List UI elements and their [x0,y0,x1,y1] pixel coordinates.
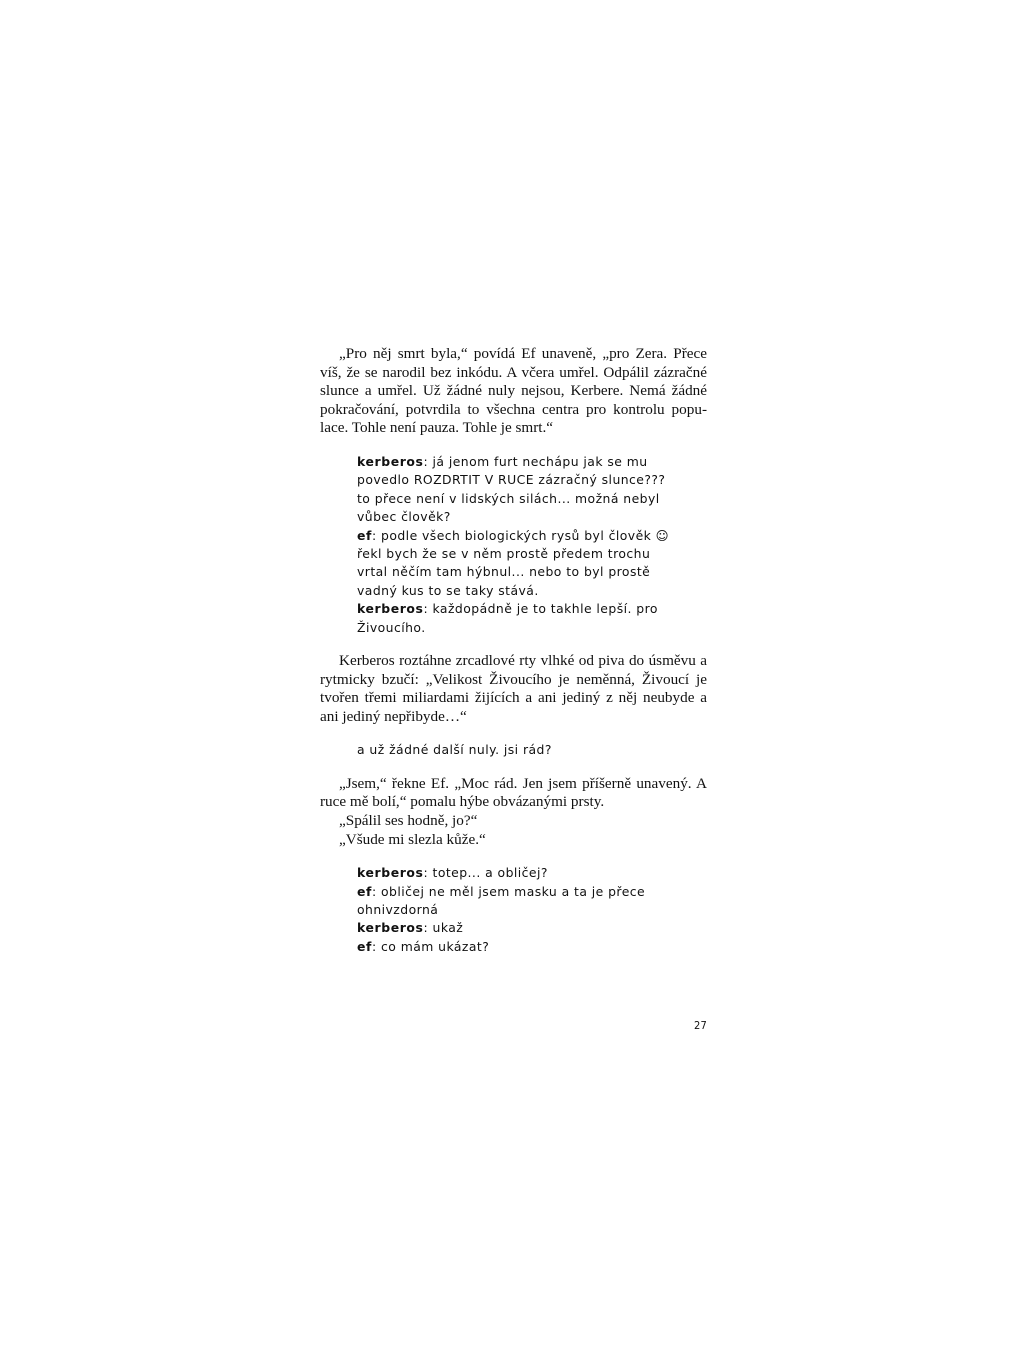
chat-username: kerberos [357,601,424,617]
chat-username: ef [357,938,372,954]
chat-username: ef [357,883,372,899]
chat-message [357,938,677,956]
chat-message [357,883,677,920]
chat-message [357,453,677,527]
chat-username: ef [357,527,372,543]
chat-username: kerberos [357,865,424,881]
chat-text: : totep... a obličej? [423,865,548,881]
paragraph: „Spálil ses hodně, jo?“ [339,812,478,829]
paragraph: „Všude mi slezla kůže.“ [339,830,486,848]
prose-block [320,652,707,726]
page-number: 27 [694,1019,707,1032]
chat-text: : ukaž [423,920,464,936]
chat-message [357,600,677,637]
chat-text: a už žádné další nuly. jsi rád? [357,742,552,758]
chat-username: kerberos [357,920,424,936]
chat-log [320,741,707,759]
book-page [320,345,707,956]
chat-text: : co mám ukázat? [372,938,490,954]
chat-message [357,864,677,882]
paragraph: „Jsem,“ řekne Ef. „Moc rád. Jen jsem příšerně unavený. A ruce mě bolí,“ pomalu hýbe obvázanými prsty. [320,774,707,811]
chat-text: : já jenom furt nechápu jak se mu povedlo ROZDRTIT V RUCE zázračný slunce??? to přece není v lidských silách... možná nebyl vůbec člověk? [357,453,666,525]
chat-message [357,527,677,601]
chat-text: : podle všech biologických rysů byl člověk ☺ řekl bych že se v něm prostě předem trochu vrtal něčím tam hýbnul... nebo to byl prostě vadný kus to se taky stává. [357,527,670,598]
paragraph: Kerberos roztáhne zrcadlové rty vlhké od piva do úsměvu a rytmicky bzučí: „Velikost Živoucího je neměnná, Živoucí je tvořen třemi miliardami žijících a ani jediný z něj neubyde a ani jediný nepřibyde…“ [320,652,707,725]
paragraph: „Pro něj smrt byla,“ povídá Ef unaveně, „pro Zera. Přece víš, že se narodil bez inkódu. A včera umřel. Odpálil zázračné slunce a umřel. Už žádné nuly nejsou, Kerbere. Nemá žádné pokračování, potvrdila to všechna centra pro kontrolu populace. Tohle není pauza. Tohle je smrt.“ [320,345,707,437]
chat-message [357,919,677,937]
chat-message [357,741,677,759]
prose-block [320,345,707,438]
chat-text: : obličej ne měl jsem masku a ta je přece ohnivzdorná [357,883,646,917]
chat-username: kerberos [357,453,424,469]
prose-block [320,775,707,849]
chat-text: : každopádně je to takhle lepší. pro Živoucího. [357,601,658,635]
chat-log [320,453,707,637]
chat-log [320,864,707,956]
